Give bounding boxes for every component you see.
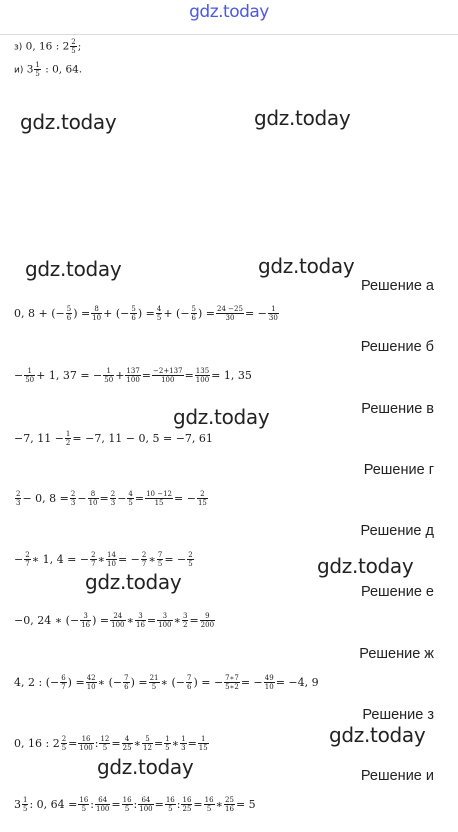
math-text: : 0, 64 = (29, 797, 78, 811)
solution-math-a (14, 305, 280, 322)
fraction: $\frac{1}{5}$ (165, 735, 170, 752)
math-text: = (187, 736, 197, 750)
solution-title-i: Решение и (360, 768, 434, 784)
task-expr: 0, 16 : 2 (25, 40, 70, 53)
fraction: $\frac{2}{7}$ (91, 551, 96, 568)
fraction: $\frac{2}{15}$ (197, 490, 207, 507)
fraction: $\frac{21}{5}$ (149, 674, 159, 691)
task-i (14, 61, 82, 78)
math-text: ∗ (148, 552, 156, 566)
math-text: + (− (163, 306, 190, 320)
fraction: $\frac{12}{5}$ (100, 735, 110, 752)
fraction: $\frac{2}{5}$ (188, 551, 193, 568)
solution-math-b (14, 367, 252, 384)
math-text: = (153, 736, 164, 750)
math-text: = (184, 368, 194, 382)
solution-math-e (14, 612, 216, 629)
fraction: $\frac{1}{15}$ (198, 735, 208, 752)
math-text: ∗ (126, 613, 134, 627)
math-text: 4, 2 : (− (14, 675, 60, 689)
fraction: $\frac{16}{100}$ (79, 735, 93, 752)
fraction: $\frac{25}{16}$ (225, 796, 234, 813)
fraction: $\frac{6}{7}$ (61, 674, 66, 691)
math-text: ∗ 1, 4 = − (31, 552, 90, 566)
fraction: $\frac{5}{6}$ (131, 305, 136, 322)
fraction: $\frac{2}{7}$ (25, 551, 30, 568)
solution-math-g (14, 490, 209, 507)
fraction: $\frac{64}{100}$ (139, 796, 153, 813)
fraction: $\frac{3}{16}$ (135, 612, 145, 629)
fraction: $\frac{7}{6}$ (186, 674, 192, 691)
task-label: и) (14, 65, 24, 76)
watermark: gdz.today (20, 110, 117, 134)
math-text: = 1, 35 (211, 368, 252, 382)
math-text: = − (164, 552, 187, 566)
fraction: $\frac{7}{6}$ (124, 674, 129, 691)
fraction: $\frac{3}{2}$ (182, 612, 188, 629)
math-text: ) = − (193, 675, 224, 689)
fraction: $\frac{4}{5}$ (128, 490, 133, 507)
task-expr-tail: : 0, 64. (41, 63, 83, 76)
fraction: $\frac{2}{3}$ (16, 490, 21, 507)
fraction: $\frac{4}{25}$ (122, 735, 132, 752)
math-text: −7, 11 − (14, 431, 64, 445)
fraction: $\frac{1}{5}$ (23, 796, 28, 813)
math-text: ) = (130, 675, 148, 689)
fraction: $\frac{1}{30}$ (268, 305, 278, 322)
math-text: − (77, 491, 87, 505)
math-text: + (115, 368, 125, 382)
fraction: $\frac{7}{5}$ (157, 551, 163, 568)
fraction: $\frac{1}{2}$ (65, 430, 71, 447)
solution-math-i (14, 796, 256, 813)
math-text: = (111, 736, 121, 750)
solution-title-d: Решение д (360, 523, 434, 539)
math-text: : (90, 797, 95, 811)
math-text: + (− (103, 306, 130, 320)
fraction: $\frac{14}{10}$ (107, 551, 116, 568)
math-text: ) = (137, 306, 155, 320)
fraction: $\frac{2}{3}$ (70, 490, 76, 507)
watermark: gdz.today (97, 755, 194, 779)
task-expr: 3 (26, 63, 34, 76)
fraction: $\frac{2}{7}$ (141, 551, 147, 568)
math-text: − (14, 368, 24, 382)
math-text: −0, 24 ∗ (− (14, 613, 80, 627)
fraction: $\frac{2}{3}$ (110, 490, 116, 507)
fraction: $\frac{4}{5}$ (156, 305, 162, 322)
solution-title-z: Решение з (362, 707, 434, 723)
site-header (0, 0, 458, 35)
math-text: − 0, 8 = (22, 491, 69, 505)
math-text: : (176, 797, 181, 811)
solution-title-a: Решение а (360, 278, 434, 294)
math-text: = (99, 491, 109, 505)
math-text: ∗ (173, 613, 181, 627)
math-text: 3 (14, 797, 21, 811)
math-text: − (117, 491, 127, 505)
fraction: $\frac{9}{200}$ (200, 612, 215, 629)
task-z (14, 38, 81, 55)
math-text: ∗ (215, 797, 224, 811)
fraction: $\frac{42}{10}$ (86, 674, 96, 691)
fraction: $\frac{64}{100}$ (96, 796, 110, 813)
fraction: $\frac{2}{5}$ (61, 735, 67, 752)
fraction: $\frac{5}{6}$ (191, 305, 197, 322)
math-text: = (141, 368, 152, 382)
math-text: = − (117, 552, 140, 566)
watermark: gdz.today (25, 257, 122, 281)
fraction: $\frac{5}{6}$ (66, 305, 72, 322)
math-text: : (133, 797, 138, 811)
math-text: + 1, 37 = − (36, 368, 103, 382)
math-text: ∗ (171, 736, 180, 750)
math-text: − (14, 552, 24, 566)
fraction: $\frac{3}{16}$ (81, 612, 91, 629)
math-text: = (111, 797, 121, 811)
watermark: gdz.today (254, 106, 351, 130)
solution-title-zh: Решение ж (359, 646, 434, 662)
fraction: $\frac{137}{100}$ (126, 367, 140, 384)
solution-math-d (14, 551, 195, 568)
fraction: $\frac{16}{25}$ (182, 796, 192, 813)
math-text: = (189, 613, 199, 627)
solution-math-v (14, 430, 213, 447)
solution-title-g: Решение г (363, 462, 434, 478)
math-text: = − (174, 491, 196, 505)
fraction: $\frac{1}{50}$ (104, 367, 114, 384)
watermark: gdz.today (329, 723, 426, 747)
math-text: = − (240, 675, 263, 689)
fraction: $\frac{49}{10}$ (264, 674, 274, 691)
math-text: = 5 (235, 797, 256, 811)
task-expr-tail: ; (77, 40, 82, 53)
fraction: $\frac{135}{100}$ (195, 367, 210, 384)
math-text: ) = (67, 675, 85, 689)
math-text: ) = (92, 613, 110, 627)
fraction: $\frac{10 -12}{15}$ (146, 490, 172, 507)
math-text: ) = (73, 306, 91, 320)
fraction: $\frac{2}{5}$ (71, 38, 76, 55)
math-text: 0, 16 : 2 (14, 736, 60, 750)
fraction: $\frac{24}{100}$ (111, 612, 125, 629)
solution-title-v: Решение в (361, 401, 434, 417)
math-text: = − (244, 306, 267, 320)
watermark: gdz.today (85, 570, 182, 594)
task-label: з) (14, 42, 23, 53)
fraction: $\frac{24 -25}{30}$ (217, 305, 243, 322)
fraction: $\frac{16}{5}$ (79, 796, 89, 813)
fraction: $\frac{-2+137}{100}$ (153, 367, 183, 384)
fraction: $\frac{16}{5}$ (122, 796, 132, 813)
math-text: ) = (198, 306, 216, 320)
math-text: = (146, 613, 157, 627)
fraction: $\frac{3}{100}$ (158, 612, 172, 629)
math-text: = (154, 797, 164, 811)
solution-math-zh (14, 674, 319, 691)
fraction: $\frac{16}{5}$ (165, 796, 175, 813)
solution-title-b: Решение б (360, 339, 434, 355)
fraction: $\frac{5}{12}$ (143, 735, 152, 752)
solution-math-z (14, 735, 210, 752)
math-text: = (134, 491, 145, 505)
watermark: gdz.today (173, 405, 270, 429)
math-text: ∗ (97, 552, 106, 566)
math-text: ∗ (133, 736, 142, 750)
fraction: $\frac{16}{5}$ (204, 796, 214, 813)
solution-title-e: Решение е (360, 584, 434, 600)
site-logo[interactable]: gdz.today (189, 2, 269, 22)
math-text: ∗ (− (97, 675, 123, 689)
math-text: = (193, 797, 203, 811)
fraction: $\frac{1}{50}$ (25, 367, 35, 384)
watermark: gdz.today (317, 554, 414, 578)
fraction: $\frac{8}{10}$ (92, 305, 102, 322)
fraction: $\frac{1}{5}$ (35, 61, 40, 78)
math-text: : (94, 736, 99, 750)
math-text: 0, 8 + (− (14, 306, 65, 320)
math-text: = (68, 736, 78, 750)
fraction: $\frac{1}{3}$ (181, 735, 186, 752)
watermark: gdz.today (258, 254, 355, 278)
fraction: $\frac{7∗7}{5∗2}$ (225, 674, 239, 691)
fraction: $\frac{8}{10}$ (88, 490, 98, 507)
math-text: = −4, 9 (275, 675, 319, 689)
math-text: = −7, 11 − 0, 5 = −7, 61 (72, 431, 213, 445)
math-text: ∗ (− (160, 675, 185, 689)
